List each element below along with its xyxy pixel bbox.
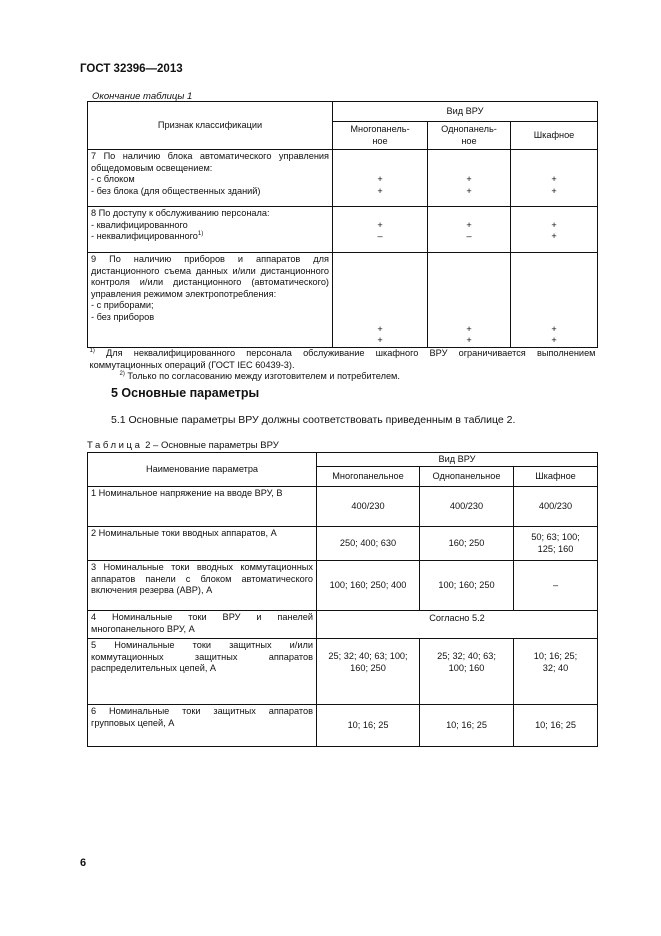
table2-row-text: 4 Номинальные токи ВРУ и панелей многопанельного ВРУ, А <box>91 612 313 634</box>
table1-group-header: Вид ВРУ <box>333 102 598 122</box>
table2-col-param-header: Наименование параметра <box>88 453 317 487</box>
table2-cell-single: 100; 160; 250 <box>420 561 514 611</box>
table-row <box>88 150 598 207</box>
table2-cell-cabinet: 400/230 <box>514 487 598 527</box>
table-row <box>88 639 598 705</box>
table2-cell-single: 10; 16; 25 <box>420 705 514 747</box>
table1-cell-cabinet: + + <box>511 207 598 253</box>
table2-col-multi-header: Многопанельное <box>317 467 420 487</box>
table1-cell-single: + + <box>428 253 511 348</box>
table2-cell-multi: 100; 160; 250; 400 <box>317 561 420 611</box>
table2-cell-multi: 10; 16; 25 <box>317 705 420 747</box>
footnote-ref: 1) <box>197 231 204 238</box>
table2-row-text: 6 Номинальные токи защитных аппаратов групповых цепей, А <box>91 706 313 728</box>
table2-cell-multi: 400/230 <box>317 487 420 527</box>
table1-row-text: 9 По наличию приборов и аппаратов для дистанционного съема данных и/или дистанционного контроля и/или дистанционного (автоматического) управления режимом электропотребления: - с приборами; - без приборов <box>91 254 329 322</box>
table-row <box>88 705 598 747</box>
table2-row-text: 5 Номинальные токи защитных и/или коммутационных защитных аппаратов распределительных цепей, А <box>91 640 313 674</box>
table2-row-text: 2 Номинальные токи вводных аппаратов, А <box>91 528 277 538</box>
table1-footnotes-row <box>88 347 598 388</box>
table1-row-text: 8 По доступу к обслуживанию персонала: - квалифицированного - неквалифицированного$^{1)}$ <box>91 208 270 242</box>
table2-cell-single: 400/230 <box>420 487 514 527</box>
table-row <box>88 611 598 639</box>
table2-cell-multi: 25; 32; 40; 63; 100; 160; 250 <box>317 639 420 705</box>
table1-cell-multi: + – <box>333 207 428 253</box>
table2-cell-single: 25; 32; 40; 63; 100; 160 <box>420 639 514 705</box>
table2-cell-cabinet: 50; 63; 100; 125; 160 <box>514 527 598 561</box>
table1-footnote-2: $^{2)}$ Только по согласованию между изготовителем и потребителем. <box>119 371 400 382</box>
table2-cell-multi: 250; 400; 630 <box>317 527 420 561</box>
table2-cell-cabinet: 10; 16; 25; 32; 40 <box>514 639 598 705</box>
table1-cell-cabinet: + + <box>511 150 598 207</box>
table-row <box>88 527 598 561</box>
table1-col-cabinet-header: Шкафное <box>511 122 598 150</box>
table2 <box>87 452 598 747</box>
table2-row-text: 3 Номинальные токи вводных коммутационных аппаратов панели с блоком автоматического включения резерва (АВР), А <box>91 562 313 596</box>
table1-col-multi-header: Многопанель- ное <box>333 122 428 150</box>
table-row <box>88 207 598 253</box>
table2-col-cabinet-header: Шкафное <box>514 467 598 487</box>
page-number: 6 <box>80 857 87 869</box>
table2-cell-cabinet: 10; 16; 25 <box>514 705 598 747</box>
table-row <box>88 561 598 611</box>
table1-caption: Окончание таблицы 1 <box>92 91 193 102</box>
table2-cell-merged: Согласно 5.2 <box>317 611 598 639</box>
table1-cell-single: + + <box>428 150 511 207</box>
table1-row-text: 7 По наличию блока автоматического управления общедомовым освещением: - с блоком - без блока (для общественных зданий) <box>91 151 329 196</box>
table1-cell-cabinet: + + <box>511 253 598 348</box>
table2-caption: Таблица 2 – Основные параметры ВРУ <box>87 440 279 451</box>
table-row <box>88 253 598 348</box>
table1-cell-multi: + + <box>333 253 428 348</box>
section-title: 5 Основные параметры <box>111 386 260 400</box>
table2-row-text: 1 Номинальное напряжение на вводе ВРУ, В <box>91 488 283 498</box>
table1-col-single-header: Однопанель- ное <box>428 122 511 150</box>
document-header: ГОСТ 32396—2013 <box>80 63 183 75</box>
table2-cell-cabinet: – <box>514 561 598 611</box>
section-paragraph: 5.1 Основные параметры ВРУ должны соответствовать приведенным в таблице 2. <box>111 414 516 426</box>
table1-col-param-header: Признак классификации <box>88 102 333 150</box>
table-row <box>88 487 598 527</box>
table1-footnote-1: $^{1)}$ Для неквалифицированного персонала обслуживание шкафного ВРУ ограничивается выполнением коммутационных операций (ГОСТ IEC 60439-3). <box>89 347 596 370</box>
table2-group-header: Вид ВРУ <box>317 453 598 467</box>
table2-col-single-header: Однопанельное <box>420 467 514 487</box>
table1-cell-single: + – <box>428 207 511 253</box>
table1-cell-multi: + + <box>333 150 428 207</box>
table1 <box>87 101 598 388</box>
table2-cell-single: 160; 250 <box>420 527 514 561</box>
